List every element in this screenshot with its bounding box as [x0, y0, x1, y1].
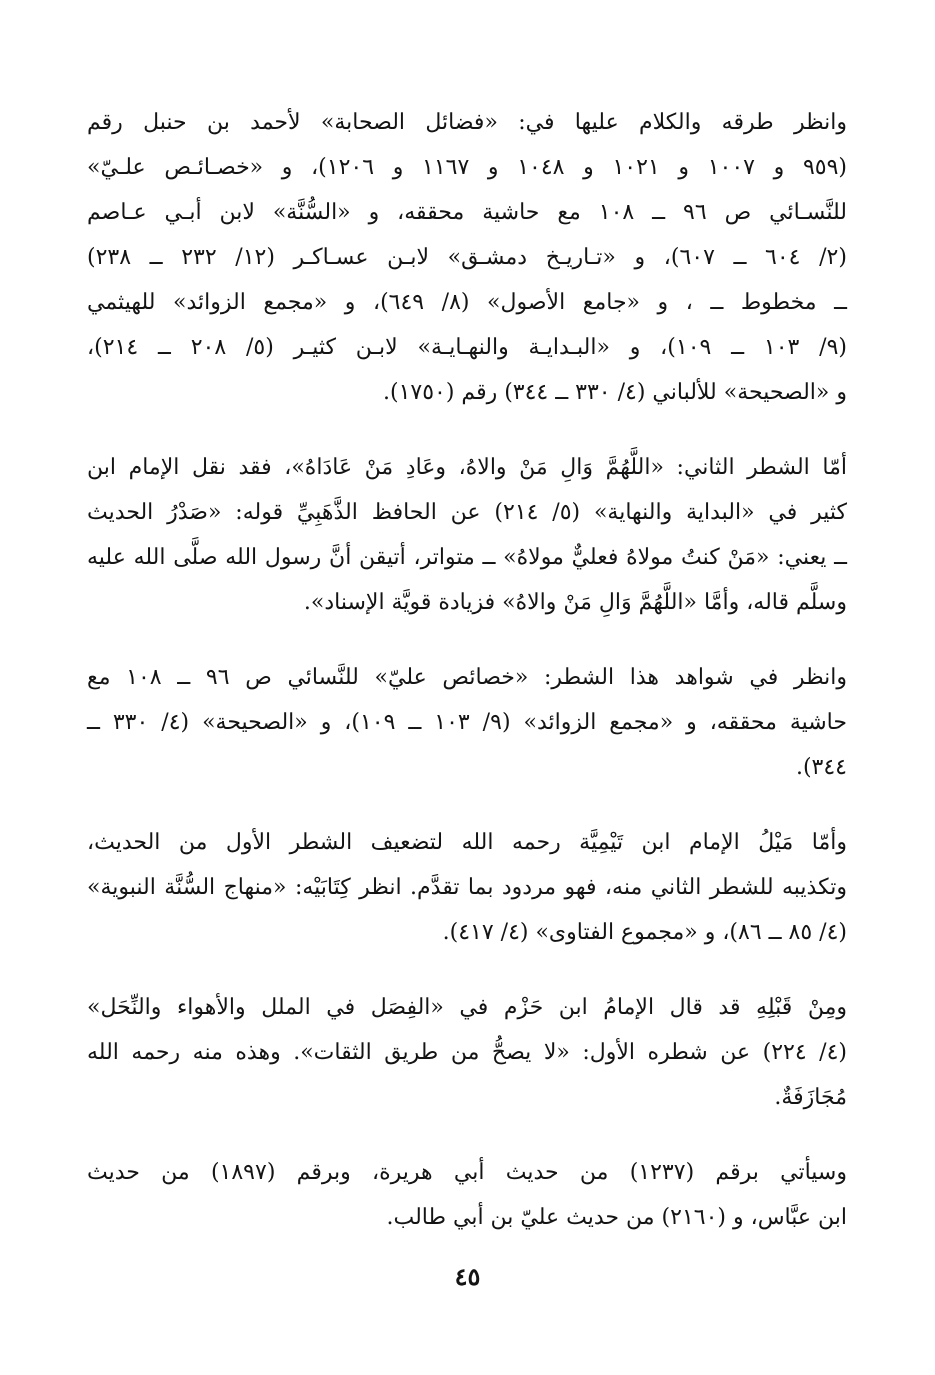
text-line: ٣٤٤).	[795, 755, 847, 780]
paragraph-sources	[87, 100, 847, 415]
text-line: (٤/ ٢٢٤) عن شطره الأول: «لا يصحُّ من طريق الثقات». وهذه منه رحمه الله	[87, 1040, 848, 1065]
text-line: و «الصحيحة» للألباني (٤/ ٣٣٠ ــ ٣٤٤) رقم (١٧٥٠).	[383, 380, 847, 405]
text-line: وانظر طرقه والكلام عليها في: «فضائل الصحابة» لأحمد بن حنبل رقم	[87, 110, 847, 135]
text-line: ــ يعني: «مَنْ كنتُ مولاهُ فعليٌّ مولاهُ» ــ متواتر، أتيقن أنَّ رسول الله صلَّى الله عليه	[87, 545, 847, 570]
text-line: وأمّا مَيْلُ الإمام ابن تَيْمِيَّة رحمه الله لتضعيف الشطر الأول من الحديث،	[87, 830, 847, 855]
text-line: للنَّسـائي ص ٩٦ ــ ١٠٨ مع حاشية محققه، و «السُّنَّة» لابن أبـي عـاصم	[87, 200, 847, 225]
paragraph-cross-references	[87, 1150, 847, 1240]
paragraph-witnesses	[87, 655, 847, 790]
paragraph-second-part	[87, 445, 847, 625]
paragraph-ibn-taymiyya	[87, 820, 847, 955]
text-line: وتكذيبه للشطر الثاني منه، فهو مردود بما تقدَّم. انظر كِتَابَيْه: «منهاج السُّنَّة النبوية»	[87, 875, 847, 900]
text-line: ابن عبَّاس، و (٢١٦٠) من حديث عليّ بن أبي طالب.	[386, 1205, 847, 1230]
text-line: وسلَّم قاله، وأمَّا «اللَّهُمَّ وَالِ مَنْ والاهُ» فزيادة قويَّة الإسناد».	[303, 590, 847, 615]
text-line: وانظر في شواهد هذا الشطر: «خصائص عليّ» للنَّسائي ص ٩٦ ــ ١٠٨ مع	[87, 665, 847, 690]
text-line: (٤/ ٨٥ ــ ٨٦)، و «مجموع الفتاوى» (٤/ ٤١٧).	[442, 920, 847, 945]
text-line: (٩/ ١٠٣ ــ ١٠٩)، و «البـدايـة والنهـايـة» لابـن كثيـر (٥/ ٢٠٨ ــ ٢١٤)،	[87, 335, 848, 360]
page-number: ٤٥	[454, 1262, 481, 1291]
text-line: أمّا الشطر الثاني: «اللَّهُمَّ وَالِ مَنْ والاهُ، وعَادِ مَنْ عَادَاهُ»، فقد نقل الإمام ابن	[87, 455, 847, 480]
text-line: حاشية محققه، و «مجمع الزوائد» (٩/ ١٠٣ ــ ١٠٩)، و «الصحيحة» (٤/ ٣٣٠ ــ	[87, 710, 847, 735]
text-line: (٢/ ٦٠٤ ــ ٦٠٧)، و «تـاريـخ دمشـق» لابـن عسـاكـر (١٢/ ٢٣٢ ــ ٢٣٨)	[87, 245, 847, 270]
text-line: كثير في «البداية والنهاية» (٥/ ٢١٤) عن الحافظ الذَّهَبِيِّ قوله: «صَدْرُ الحديث	[87, 500, 848, 525]
text-line: ومِنْ قَبْلِهِ قد قال الإمامُ ابن حَزْم في «الفِصَل في الملل والأهواء والنِّحَل»	[87, 995, 847, 1020]
text-line: ــ مخطوط ــ ، و «جامع الأصول» (٨/ ٦٤٩)، و «مجمع الزوائد» للهيثمي	[87, 290, 848, 315]
text-line: مُجَازَفَةٌ.	[774, 1085, 847, 1110]
paragraph-ibn-hazm	[87, 985, 847, 1120]
body-text	[87, 100, 847, 1270]
text-line: وسيأتي برقم (١٢٣٧) من حديث أبي هريرة، وبرقم (١٨٩٧) من حديث	[87, 1160, 847, 1185]
text-line: (٩٥٩ و ١٠٠٧ و ١٠٢١ و ١٠٤٨ و ١١٦٧ و ١٢٠٦)، و «خصـائـص علـيّ»	[87, 155, 847, 180]
